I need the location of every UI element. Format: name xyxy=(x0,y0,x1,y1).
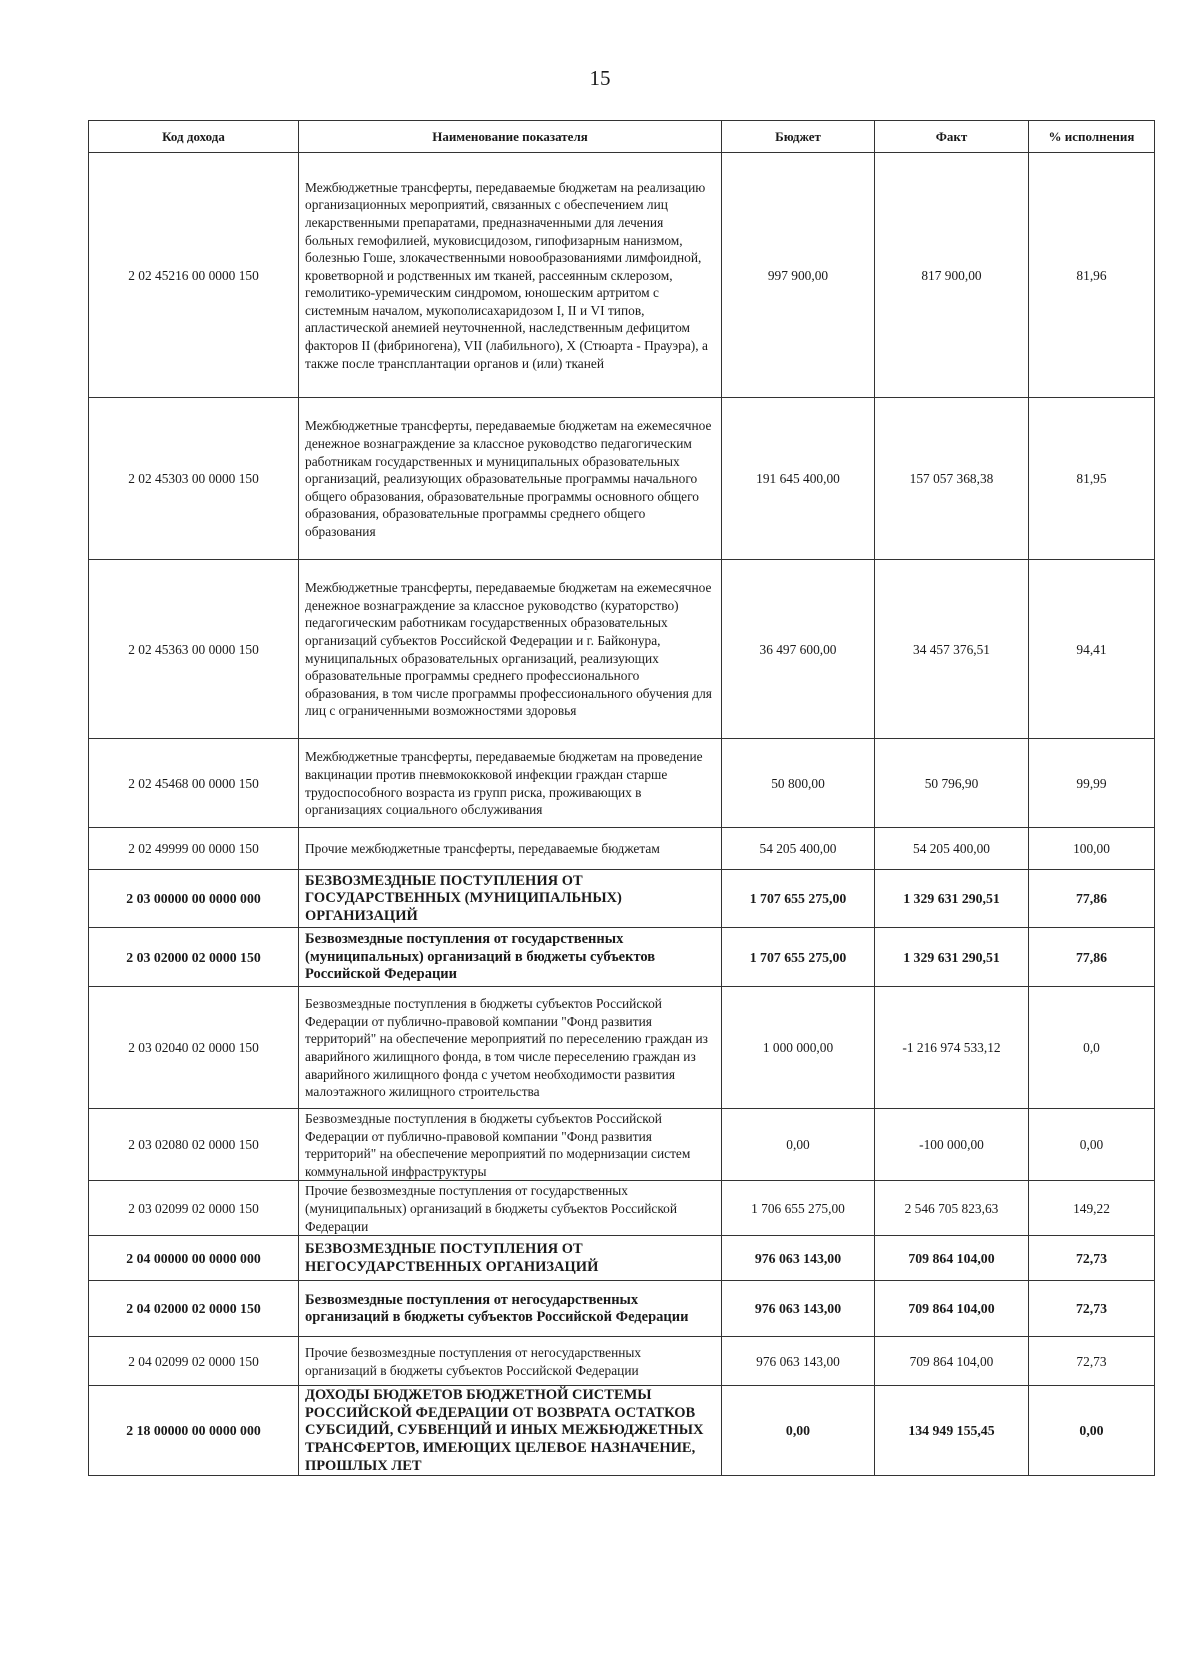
code-cell: 2 03 02099 02 0000 150 xyxy=(89,1181,299,1236)
table-row xyxy=(89,928,1155,987)
budget-cell: 54 205 400,00 xyxy=(722,828,875,870)
table-row xyxy=(89,739,1155,828)
fact-cell: 50 796,90 xyxy=(875,739,1029,828)
code-cell: 2 02 45363 00 0000 150 xyxy=(89,560,299,739)
fact-cell: 1 329 631 290,51 xyxy=(875,870,1029,928)
code-cell: 2 02 49999 00 0000 150 xyxy=(89,828,299,870)
name-cell: Безвозмездные поступления от негосударственных организаций в бюджеты субъектов Российской Федерации xyxy=(299,1281,722,1337)
budget-cell: 1 707 655 275,00 xyxy=(722,870,875,928)
budget-cell: 36 497 600,00 xyxy=(722,560,875,739)
fact-cell: 709 864 104,00 xyxy=(875,1236,1029,1281)
code-cell: 2 03 00000 00 0000 000 xyxy=(89,870,299,928)
code-cell: 2 18 00000 00 0000 000 xyxy=(89,1386,299,1476)
budget-cell: 976 063 143,00 xyxy=(722,1281,875,1337)
header-name: Наименование показателя xyxy=(299,121,722,153)
percent-cell: 0,0 xyxy=(1029,987,1155,1109)
name-cell: Прочие межбюджетные трансферты, передаваемые бюджетам xyxy=(299,828,722,870)
table-row xyxy=(89,398,1155,560)
table-row xyxy=(89,560,1155,739)
name-cell: БЕЗВОЗМЕЗДНЫЕ ПОСТУПЛЕНИЯ ОТ НЕГОСУДАРСТВЕННЫХ ОРГАНИЗАЦИЙ xyxy=(299,1236,722,1281)
percent-cell: 81,95 xyxy=(1029,398,1155,560)
name-cell: ДОХОДЫ БЮДЖЕТОВ БЮДЖЕТНОЙ СИСТЕМЫ РОССИЙСКОЙ ФЕДЕРАЦИИ ОТ ВОЗВРАТА ОСТАТКОВ СУБСИДИЙ, СУБВЕНЦИЙ И ИНЫХ МЕЖБЮДЖЕТНЫХ ТРАНСФЕРТОВ, ИМЕЮЩИХ ЦЕЛЕВОЕ НАЗНАЧЕНИЕ, ПРОШЛЫХ ЛЕТ xyxy=(299,1386,722,1476)
fact-cell: 54 205 400,00 xyxy=(875,828,1029,870)
name-cell: Безвозмездные поступления в бюджеты субъектов Российской Федерации от публично-правовой компании "Фонд развития территорий" на обеспечение мероприятий по модернизации систем коммунальной инфраструктуры xyxy=(299,1109,722,1181)
budget-cell: 1 707 655 275,00 xyxy=(722,928,875,987)
fact-cell: 157 057 368,38 xyxy=(875,398,1029,560)
name-cell: Межбюджетные трансферты, передаваемые бюджетам на ежемесячное денежное вознаграждение за классное руководство педагогическим работникам государственных и муниципальных образовательных организаций, реализующих образовательные программы начального общего образования, образовательные программы основного общего образования, образовательные программы среднего общего образования xyxy=(299,398,722,560)
percent-cell: 72,73 xyxy=(1029,1236,1155,1281)
name-cell: Безвозмездные поступления в бюджеты субъектов Российской Федерации от публично-правовой компании "Фонд развития территорий" на обеспечение мероприятий по переселению граждан из аварийного жилищного фонда, в том числе переселению граждан из аварийного жилищного фонда с учетом необходимости развития малоэтажного жилищного строительства xyxy=(299,987,722,1109)
percent-cell: 77,86 xyxy=(1029,870,1155,928)
code-cell: 2 04 00000 00 0000 000 xyxy=(89,1236,299,1281)
budget-cell: 997 900,00 xyxy=(722,153,875,398)
header-budget: Бюджет xyxy=(722,121,875,153)
name-cell: Межбюджетные трансферты, передаваемые бюджетам на реализацию организационных мероприятий, связанных с обеспечением лиц лекарственными препаратами, предназначенными для лечения больных гемофилией, муковисцидозом, гипофизарным нанизмом, болезнью Гоше, злокачественными новообразованиями лимфоидной, кроветворной и родственных им тканей, рассеянным склерозом, гемолитико-уремическим синдромом, юношеским артритом с системным началом, мукополисахаридозом I, II и VI типов, апластической анемией неуточненной, наследственным дефицитом факторов II (фибриногена), VII (лабильного), X (Стюарта - Прауэра), а также после трансплантации органов и (или) тканей xyxy=(299,153,722,398)
fact-cell: -100 000,00 xyxy=(875,1109,1029,1181)
percent-cell: 0,00 xyxy=(1029,1109,1155,1181)
table-row xyxy=(89,1181,1155,1236)
fact-cell: 709 864 104,00 xyxy=(875,1337,1029,1386)
fact-cell: -1 216 974 533,12 xyxy=(875,987,1029,1109)
table-row xyxy=(89,1386,1155,1476)
code-cell: 2 04 02000 02 0000 150 xyxy=(89,1281,299,1337)
budget-cell: 0,00 xyxy=(722,1386,875,1476)
name-cell: Межбюджетные трансферты, передаваемые бюджетам на ежемесячное денежное вознаграждение за классное руководство (кураторство) педагогическим работникам государственных образовательных организаций субъектов Российской Федерации и г. Байконура, муниципальных образовательных организаций, реализующих образовательные программы среднего профессионального образования, в том числе программы профессионального обучения для лиц с ограниченными возможностями здоровья xyxy=(299,560,722,739)
fact-cell: 2 546 705 823,63 xyxy=(875,1181,1029,1236)
percent-cell: 81,96 xyxy=(1029,153,1155,398)
code-cell: 2 02 45216 00 0000 150 xyxy=(89,153,299,398)
fact-cell: 817 900,00 xyxy=(875,153,1029,398)
code-cell: 2 03 02000 02 0000 150 xyxy=(89,928,299,987)
percent-cell: 94,41 xyxy=(1029,560,1155,739)
code-cell: 2 03 02040 02 0000 150 xyxy=(89,987,299,1109)
percent-cell: 0,00 xyxy=(1029,1386,1155,1476)
fact-cell: 34 457 376,51 xyxy=(875,560,1029,739)
name-cell: БЕЗВОЗМЕЗДНЫЕ ПОСТУПЛЕНИЯ ОТ ГОСУДАРСТВЕННЫХ (МУНИЦИПАЛЬНЫХ) ОРГАНИЗАЦИЙ xyxy=(299,870,722,928)
budget-cell: 50 800,00 xyxy=(722,739,875,828)
header-fact: Факт xyxy=(875,121,1029,153)
table-row xyxy=(89,1337,1155,1386)
table-body xyxy=(89,153,1155,1476)
name-cell: Прочие безвозмездные поступления от негосударственных организаций в бюджеты субъектов Российской Федерации xyxy=(299,1337,722,1386)
fact-cell: 1 329 631 290,51 xyxy=(875,928,1029,987)
name-cell: Прочие безвозмездные поступления от государственных (муниципальных) организаций в бюджеты субъектов Российской Федерации xyxy=(299,1181,722,1236)
table-row xyxy=(89,1109,1155,1181)
table-row xyxy=(89,870,1155,928)
budget-cell: 1 706 655 275,00 xyxy=(722,1181,875,1236)
percent-cell: 149,22 xyxy=(1029,1181,1155,1236)
page-number: 15 xyxy=(589,66,611,90)
name-cell: Безвозмездные поступления от государственных (муниципальных) организаций в бюджеты субъектов Российской Федерации xyxy=(299,928,722,987)
percent-cell: 100,00 xyxy=(1029,828,1155,870)
code-cell: 2 03 02080 02 0000 150 xyxy=(89,1109,299,1181)
percent-cell: 72,73 xyxy=(1029,1337,1155,1386)
percent-cell: 99,99 xyxy=(1029,739,1155,828)
header-percent: % исполнения xyxy=(1029,121,1155,153)
name-cell: Межбюджетные трансферты, передаваемые бюджетам на проведение вакцинации против пневмококковой инфекции граждан старше трудоспособного возраста из групп риска, проживающих в организациях социального обслуживания xyxy=(299,739,722,828)
header-code: Код дохода xyxy=(89,121,299,153)
code-cell: 2 02 45468 00 0000 150 xyxy=(89,739,299,828)
table-row xyxy=(89,1281,1155,1337)
fact-cell: 134 949 155,45 xyxy=(875,1386,1029,1476)
budget-cell: 191 645 400,00 xyxy=(722,398,875,560)
table-header-row xyxy=(89,121,1155,153)
budget-cell: 976 063 143,00 xyxy=(722,1236,875,1281)
table-row xyxy=(89,828,1155,870)
code-cell: 2 04 02099 02 0000 150 xyxy=(89,1337,299,1386)
table-row xyxy=(89,153,1155,398)
code-cell: 2 02 45303 00 0000 150 xyxy=(89,398,299,560)
revenue-table xyxy=(88,120,1155,1476)
fact-cell: 709 864 104,00 xyxy=(875,1281,1029,1337)
budget-cell: 1 000 000,00 xyxy=(722,987,875,1109)
percent-cell: 77,86 xyxy=(1029,928,1155,987)
budget-cell: 976 063 143,00 xyxy=(722,1337,875,1386)
budget-cell: 0,00 xyxy=(722,1109,875,1181)
table-row xyxy=(89,987,1155,1109)
table-row xyxy=(89,1236,1155,1281)
percent-cell: 72,73 xyxy=(1029,1281,1155,1337)
